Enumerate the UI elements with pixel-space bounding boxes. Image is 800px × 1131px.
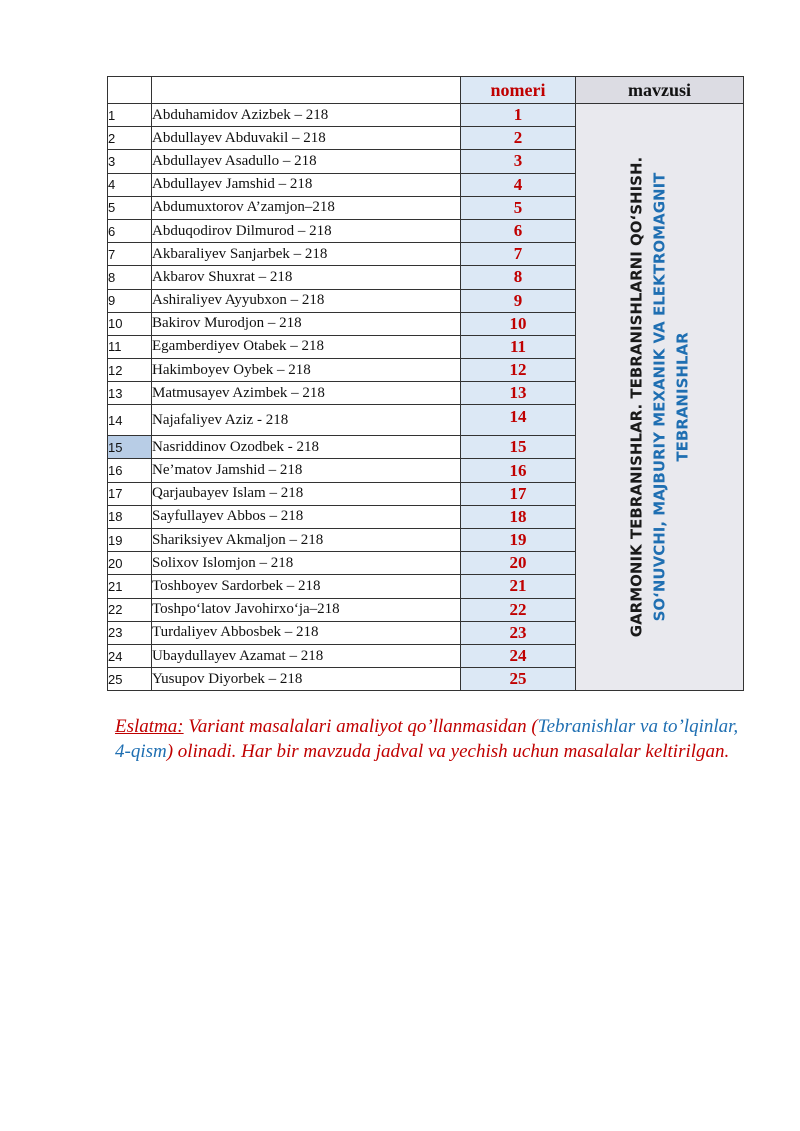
variant-number: 5 — [461, 196, 576, 219]
variant-number: 23 — [461, 621, 576, 644]
variant-number: 16 — [461, 459, 576, 482]
variant-number: 21 — [461, 575, 576, 598]
student-name: Abdumuxtorov A’zamjon–218 — [152, 196, 461, 219]
student-name: Toshboyev Sardorbek – 218 — [152, 575, 461, 598]
student-name: Shariksiyev Akmaljon – 218 — [152, 529, 461, 552]
student-name: Abdullayev Asadullo – 218 — [152, 150, 461, 173]
variant-number: 14 — [461, 405, 576, 436]
row-index: 3 — [108, 150, 152, 173]
row-index: 10 — [108, 312, 152, 335]
row-index: 22 — [108, 598, 152, 621]
student-name: Turdaliyev Abbosbek – 218 — [152, 621, 461, 644]
row-index: 8 — [108, 266, 152, 289]
row-index: 9 — [108, 289, 152, 312]
student-name: Abduqodirov Dilmurod – 218 — [152, 219, 461, 242]
row-index: 14 — [108, 405, 152, 436]
student-name: Toshpo‘latov Javohirxo‘ja–218 — [152, 598, 461, 621]
row-index: 1 — [108, 104, 152, 127]
row-index: 19 — [108, 529, 152, 552]
row-index: 15 — [108, 436, 152, 459]
row-index: 17 — [108, 482, 152, 505]
topic-text — [625, 117, 694, 677]
student-name: Abduhamidov Azizbek – 218 — [152, 104, 461, 127]
header-index — [108, 77, 152, 104]
header-topic: mavzusi — [576, 77, 744, 104]
variant-number: 6 — [461, 219, 576, 242]
row-index: 6 — [108, 219, 152, 242]
variant-number: 25 — [461, 668, 576, 691]
variant-number: 9 — [461, 289, 576, 312]
topic-line-2: SO‘NUVCHI, MAJBURIY MEXANIK VA ELEKTROMAGNIT TEBRANISHLAR — [650, 172, 691, 622]
student-name: Matmusayev Azimbek – 218 — [152, 382, 461, 405]
note-paragraph — [115, 714, 755, 764]
header-name — [152, 77, 461, 104]
student-name: Akbaraliyev Sanjarbek – 218 — [152, 243, 461, 266]
student-name: Bakirov Murodjon – 218 — [152, 312, 461, 335]
variant-number: 8 — [461, 266, 576, 289]
row-index: 13 — [108, 382, 152, 405]
student-name: Abdullayev Jamshid – 218 — [152, 173, 461, 196]
row-index: 4 — [108, 173, 152, 196]
topic-cell — [576, 104, 744, 691]
row-index: 25 — [108, 668, 152, 691]
row-index: 20 — [108, 552, 152, 575]
row-index: 11 — [108, 335, 152, 358]
row-index: 12 — [108, 359, 152, 382]
row-index: 23 — [108, 621, 152, 644]
variant-number: 20 — [461, 552, 576, 575]
student-name: Nasriddinov Ozodbek - 218 — [152, 436, 461, 459]
variant-number: 15 — [461, 436, 576, 459]
row-index: 5 — [108, 196, 152, 219]
student-name: Egamberdiyev Otabek – 218 — [152, 335, 461, 358]
variant-number: 17 — [461, 482, 576, 505]
student-name: Qarjaubayev Islam – 218 — [152, 482, 461, 505]
variant-number: 11 — [461, 335, 576, 358]
variant-number: 19 — [461, 529, 576, 552]
variant-number: 13 — [461, 382, 576, 405]
student-name: Ubaydullayev Azamat – 218 — [152, 644, 461, 667]
student-name: Akbarov Shuxrat – 218 — [152, 266, 461, 289]
variant-number: 1 — [461, 104, 576, 127]
student-name: Yusupov Diyorbek – 218 — [152, 668, 461, 691]
table-header-row — [108, 77, 744, 104]
variant-number: 2 — [461, 127, 576, 150]
row-index: 7 — [108, 243, 152, 266]
row-index: 24 — [108, 644, 152, 667]
variant-number: 12 — [461, 359, 576, 382]
row-index: 21 — [108, 575, 152, 598]
note-source: Tebranishlar va to’lqinlar, 4-qism — [115, 716, 739, 762]
note-label: Eslatma: — [115, 716, 184, 737]
variant-number: 24 — [461, 644, 576, 667]
variant-number: 4 — [461, 173, 576, 196]
topic-line-1: GARMONIK TEBRANISHLAR. TEBRANISHLARNI QO‘SHISH. — [627, 156, 645, 638]
student-name: Najafaliyev Aziz - 218 — [152, 405, 461, 436]
row-index: 2 — [108, 127, 152, 150]
header-number: nomeri — [461, 77, 576, 104]
student-name: Abdullayev Abduvakil – 218 — [152, 127, 461, 150]
row-index: 16 — [108, 459, 152, 482]
table-row — [108, 104, 744, 127]
row-index: 18 — [108, 505, 152, 528]
variant-number: 10 — [461, 312, 576, 335]
variant-number: 18 — [461, 505, 576, 528]
student-name: Ashiraliyev Ayyubxon – 218 — [152, 289, 461, 312]
student-name: Hakimboyev Oybek – 218 — [152, 359, 461, 382]
student-variant-table — [107, 76, 744, 691]
variant-number: 7 — [461, 243, 576, 266]
table-body — [108, 104, 744, 691]
student-name: Solixov Islomjon – 218 — [152, 552, 461, 575]
student-name: Ne’matov Jamshid – 218 — [152, 459, 461, 482]
note-text-2: ) olinadi. Har bir mavzuda jadval va yechish uchun masalalar keltirilgan. — [166, 741, 730, 762]
variant-number: 22 — [461, 598, 576, 621]
student-name: Sayfullayev Abbos – 218 — [152, 505, 461, 528]
variant-number: 3 — [461, 150, 576, 173]
note-text-1: Variant masalalari amaliyot qo’llanmasidan ( — [183, 716, 538, 737]
